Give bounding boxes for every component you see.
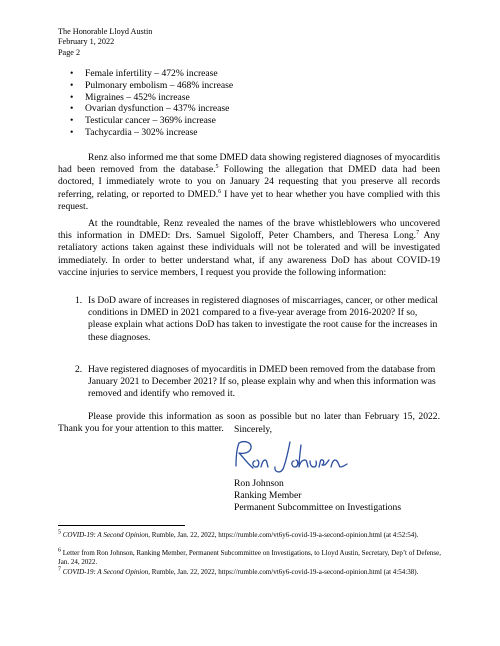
signature-block (234, 478, 401, 514)
list-item: • Pulmonary embolism – 468% increase (58, 80, 438, 92)
paragraph-text: At the roundtable, Renz revealed the names of the brave whistleblowers who uncovered this information in DMED: Drs. Samuel Sigoloff, Peter Chambers, and Theresa Long. (58, 218, 440, 242)
question-number: 2. (75, 364, 83, 375)
list-item: • Ovarian dysfunction – 437% increase (58, 103, 438, 115)
footnote-7 (58, 568, 446, 577)
list-item (58, 364, 440, 401)
list-item: • Female infertility – 472% increase (58, 68, 438, 80)
paragraph-text: Renz also informed me that some DMED data showing registered diagnoses of myocarditis had been removed from the database. (58, 152, 440, 176)
footnote-number: 5 (58, 529, 61, 536)
closing-paragraph: Please provide this information as soon as possible but no later than February 15, 2022. Thank you for your attention to this matter. (58, 411, 440, 435)
question-text: Have registered diagnoses of myocarditis in DMED been removed from the database from January 2021 to December 2021? If so, please explain why and when this information was removed and identify who removed it. (88, 364, 436, 400)
list-item: • Migraines – 452% increase (58, 92, 438, 104)
footnote-ref: 6 (218, 188, 222, 195)
question-number: 1. (75, 295, 83, 306)
paragraph-text: Any retaliatory actions taken against these individuals will not be tolerated and will be investigated immediately. In order to better understand what, if any awareness DoD has about COVID-19 vaccine injuries to service members, I request you provide the following information: (58, 230, 440, 278)
header-page-number: Page 2 (58, 47, 81, 57)
salutation: Sincerely, (234, 424, 273, 435)
signer-committee: Permanent Subcommittee on Investigations (234, 502, 402, 513)
list-item: • Tachycardia – 302% increase (58, 127, 438, 139)
paragraph-whistleblowers (58, 218, 440, 279)
footnote-number: 7 (58, 566, 61, 573)
question-2 (58, 364, 440, 401)
question-1 (58, 295, 440, 344)
footnote-number: 6 (58, 547, 61, 554)
header-date: February 1, 2022 (58, 37, 115, 47)
footnote-text: , Rumble, Jan. 22, 2022, https://rumble.com/vt6y6-covid-19-a-second-opinion.html (at 4:54:38). (148, 568, 419, 576)
footnote-source-title: COVID-19: A Second Opinion (62, 568, 149, 576)
footnote-6 (58, 549, 446, 567)
question-text: Is DoD aware of increases in registered diagnoses of miscarriages, cancer, or other medical conditions in DMED in 2021 compared to a five-year average from 2016-2020? If so, please explain what actions DoD has taken to investigate the root cause for the increases in these diagnoses. (88, 295, 438, 343)
handwritten-signature (230, 436, 350, 476)
diagnosis-increase-list (58, 68, 438, 139)
footnote-text: , Rumble, Jan. 22, 2022, https://rumble.com/vt6y6-covid-19-a-second-opinion.html (at 4:52:54). (148, 531, 419, 539)
header-addressee: The Honorable Lloyd Austin (58, 27, 153, 36)
paragraph-text: Following the allegation that DMED data had been doctored, I immediately wrote to you on January 24 requesting that you preserve all records referring, relating, or reported to DMED. (58, 164, 440, 200)
paragraph-dmed-removal (58, 152, 440, 213)
footnote-divider (58, 525, 185, 526)
signer-title: Ranking Member (234, 490, 302, 501)
list-item (58, 295, 440, 344)
list-item: • Testicular cancer – 369% increase (58, 115, 438, 127)
footnote-text: Letter from Ron Johnson, Ranking Member, Permanent Subcommittee on Investigations, to Lloyd Austin, Secretary, Dep’t of Defense, Jan. 24, 2022. (58, 549, 441, 566)
page-header (58, 27, 152, 58)
signer-name: Ron Johnson (234, 478, 284, 489)
footnote-ref: 7 (416, 230, 420, 237)
footnote-ref: 5 (215, 164, 219, 171)
footnote-source-title: COVID-19: A Second Opinion (62, 531, 149, 539)
footnote-5 (58, 531, 446, 540)
paragraph-text: I have yet to hear whether you have complied with this request. (58, 188, 440, 212)
